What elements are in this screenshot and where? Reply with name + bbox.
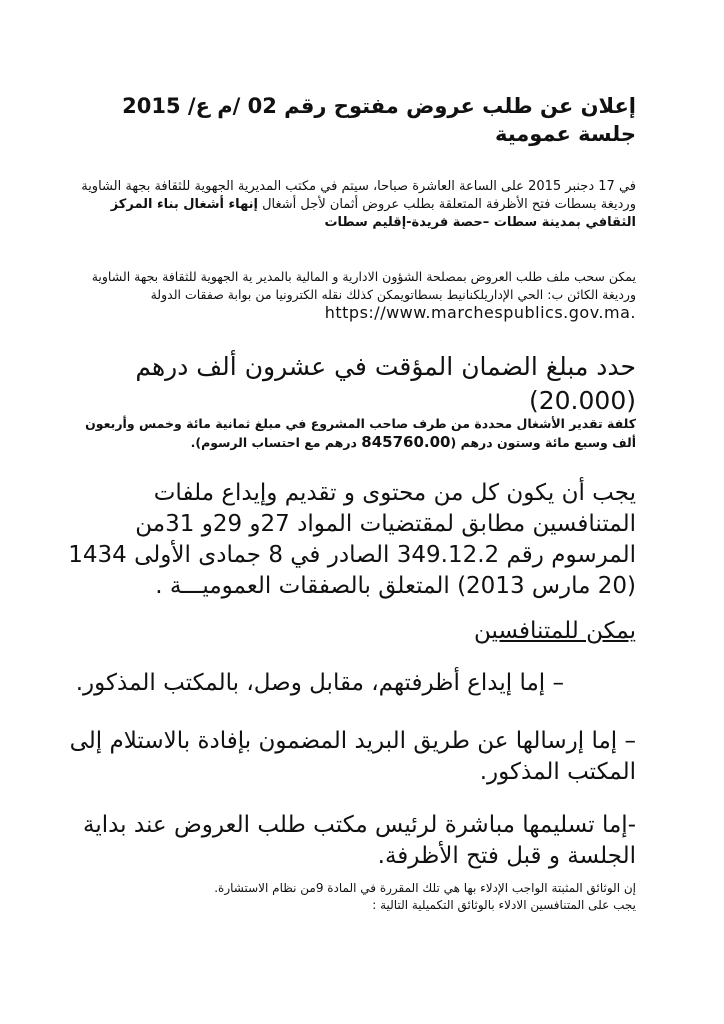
compliance-paragraph: يجب أن يكون كل من محتوى و تقديم وإيداع ملفات المتنافسين مطابق لمقتضيات المواد 27و 29و 31من المرسوم رقم 349.12.2 الصادر في 8 جمادى الأولى 1434 (20 مارس 2013) المتعلق بالصفقات العموميـــة . xyxy=(68,480,636,599)
submission-option-hand-delivery: -إما تسليمها مباشرة لرئيس مكتب طلب العروض عند بداية الجلسة و قبل فتح الأظرفة. xyxy=(82,812,636,869)
withdrawal-paragraph xyxy=(60,268,636,323)
submission-option-mail: – إما إرسالها عن طريق البريد المضمون بإفادة بالاستلام إلى المكتب المذكور. xyxy=(69,728,636,785)
opening-intro: في 17 دجنبر 2015 على الساعة العاشرة صباحا، سيتم في مكتب المديرية الجهوية للثقافة بجهة الشاوية ورديغة بسطات فتح الأظرفة المتعلقة بطلب عروض أثمان لأجل أشغال xyxy=(81,179,636,212)
project-location: –حصة فريدة-إقليم سطات xyxy=(324,215,494,230)
cost-estimate-paragraph xyxy=(60,414,636,452)
documents-note-line-2: يجب على المتنافسين الادلاء بالوثائق التكميلية التالية : xyxy=(372,898,636,912)
competitors-heading: يمكن للمتنافسين xyxy=(474,618,636,644)
guarantee-paragraph: حدد مبلغ الضمان المؤقت في عشرون ألف درهم (20.000) xyxy=(135,352,636,415)
cost-amount: 845760.00 xyxy=(361,433,451,451)
cost-estimate-text: كلفة تقدير الأشغال محددة من طرف صاحب المشروع في مبلغ ثمانية مائة وخمس وأربعون ألف وسبع مائة وستون درهم ( xyxy=(85,416,636,450)
project-name: إنهاء أشغال بناء المركز الثقافي بمدينة سطات xyxy=(110,197,636,230)
documents-note xyxy=(60,880,636,914)
documents-note-line-1: إن الوثائق المثبتة الواجب الإدلاء بها هي تلك المقررة في المادة 9من نظام الاستشارة. xyxy=(214,881,636,895)
marches-publics-link[interactable]: https://www.marchespublics.gov.ma. xyxy=(324,303,636,322)
announcement-title: إعلان عن طلب عروض مفتوح رقم 02 /م ع/ 2015 جلسة عمومية xyxy=(122,94,636,146)
withdrawal-text: يمكن سحب ملف طلب العروض بمصلحة الشؤون الادارية و المالية بالمدير ية الجهوية للثقافة بجهة الشاوية ورديغة الكائن ب: الحي الإداريلكنانيط بسطاتويمكن كذلك نقله الكترونيا من بوابة صفقات الدولة xyxy=(91,269,636,302)
opening-paragraph xyxy=(60,178,636,232)
submission-option-deposit: – إما إيداع أظرفتهم، مقابل وصل، بالمكتب المذكور. xyxy=(75,670,564,696)
cost-estimate-suffix: درهم مع احتساب الرسوم). xyxy=(190,435,362,450)
